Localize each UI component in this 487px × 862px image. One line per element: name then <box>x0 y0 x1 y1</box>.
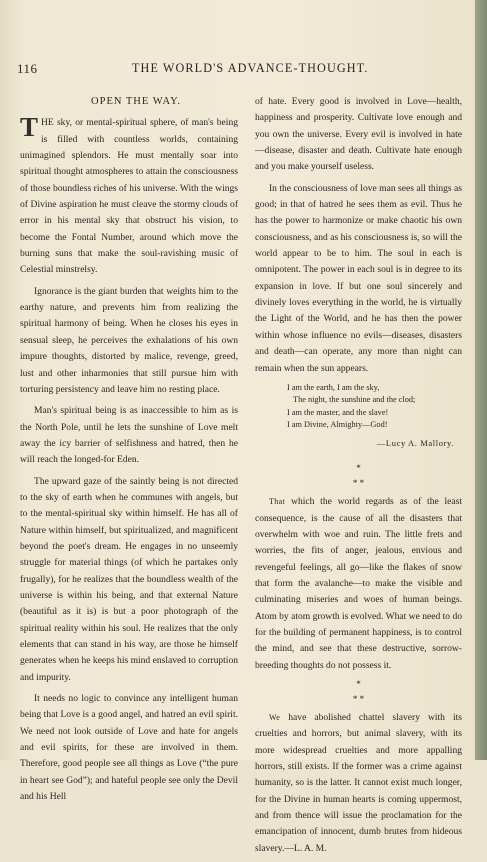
section-divider: * * <box>352 478 365 489</box>
paragraph: In the consciousness of love man sees all things as good; in that of hatred he sees them as evil. Thus he has the power to harmonize or make chaotic his own consciousness, and as his consciousness is, so will the world appear to be to him. The soul in each is omnipotent. The power in each soul is in degree to its expansion in love. If but one soul sincerely and divinely loves everything in the world, he is virtually the Light of the World, and he has then the power within whose influence no evils—diseases, disasters and death—can operate, any more than night can remain when the sun appears. <box>255 182 462 374</box>
section-divider: * <box>356 463 361 474</box>
paragraph-lead: We <box>269 712 281 722</box>
right-column <box>255 94 462 862</box>
paragraph-text: which the world regards as of the least consequence, is the cause of all the disasters that overwhelm with woe and ruin. The little frets and worries, the fits of anger, jealous, envious and revengeful feelings, all go—like the flakes of snow that form the avalanche—to make the visible and culminating miseries and woes of human beings. Atom by atom growth is evolved. What we need to do for the building of permanent happiness, is to control the mind, and see that these destructive, sorrow-breeding thoughts do not possess it. <box>255 496 462 671</box>
paragraph: of hate. Every good is involved in Love—health, happiness and prosperity. Cultivate love enough and you own the universe. Every evil is involved in hate—disease, disaster and death. Cultivate hate enough and you make yourself useless. <box>255 96 462 173</box>
paragraph-text: HE sky, or mental-spiritual sphere, of man's being is filled with countless worlds, containing unimagined splendors. He must mentally soar into spiritual thought atmospheres to attain the consciousness of those boundless riches of his universe. With the wings of Divine aspiration he must cleave the stormy clouds of error in his mental sky that obstruct his vision, to become the Fontal Number, around which move the burning suns that make the soul-ravishing music of Celestial minstrelsy. <box>20 117 238 276</box>
article-title: OPEN THE WAY. <box>91 96 181 107</box>
poem-line: I am the master, and the slave! <box>287 407 389 417</box>
paragraph <box>255 494 462 674</box>
paragraph: Man's spiritual being is as inaccessible to him as is the North Pole, until he lets the sunshine of Love melt away the icy barrier of selfishness and hatred, then he will reach the longed-for Eden. <box>20 405 238 466</box>
page-edge <box>475 0 487 760</box>
poem-line: The night, the sunshine and the clod; <box>293 395 416 405</box>
poem-line: I am the earth, I am the sky, <box>287 382 380 392</box>
poem-signature: —Lucy A. Mallory. <box>376 437 454 448</box>
paragraph <box>20 112 238 278</box>
left-column <box>20 94 238 810</box>
section-divider: * <box>356 678 361 689</box>
running-title: THE WORLD'S ADVANCE-THOUGHT. <box>132 61 369 75</box>
page-number: 116 <box>17 61 38 76</box>
poem-line: I am Divine, Almighty—God! <box>287 420 388 430</box>
paragraph: The upward gaze of the saintly being is not directed to the sky of earth when he communes with angels, but to the mental-spiritual sky within himself. He has all of Nature within himself, but spiritualized, and magnificent beyond the poet's dream. He engages in no unseemly struggle for material things (of which he partakes only frugally), for he realizes that the boundless wealth of the universe is within his being, and that external Nature (beautiful as it is) is but a poor photograph of the spiritual reality within his soul. He realizes that the only elements that can stand in his way, are those he himself generates when he keeps his mind enslaved to corruption and impurity. <box>20 475 238 683</box>
paragraph: It needs no logic to convince any intelligent human being that Love is a good angel, and hatred an evil spirit. We need not look outside of Love and hate for angels and evil spirits, for these are involved in them. Therefore, good people see all things as Love (“the pure in heart see God”); and hateful people see only the Devil and his Hell <box>20 693 238 803</box>
poem <box>255 382 462 432</box>
drop-cap: T <box>20 112 39 143</box>
page-header <box>17 61 457 77</box>
section-divider: * * <box>352 693 365 704</box>
paragraph: Ignorance is the giant burden that weights him to the earthy nature, and prevents him from realizing the spiritual harmony of being. When he closes his eyes in sensual sleep, he perceives the exhalations of his own impure thoughts, distorted by malice, revenge, greed, lust and other inharmonies that still pursue him with torturing persistency and leave him no resting place. <box>20 285 238 395</box>
paragraph-text: have abolished chattel slavery with its cruelties and horrors, but animal slavery, with its more widespread cruelties and more appalling horrors, still exists. If the former was a crime against humanity, so is the latter. It cannot exist much longer, for the Divine in human hearts is coming uppermost, and from thence will issue the proclamation for the emancipation of innocent, dumb brutes from hideous slavery.—L. A. M. <box>255 711 462 854</box>
paragraph-lead: That <box>269 497 286 507</box>
paragraph <box>255 710 462 857</box>
